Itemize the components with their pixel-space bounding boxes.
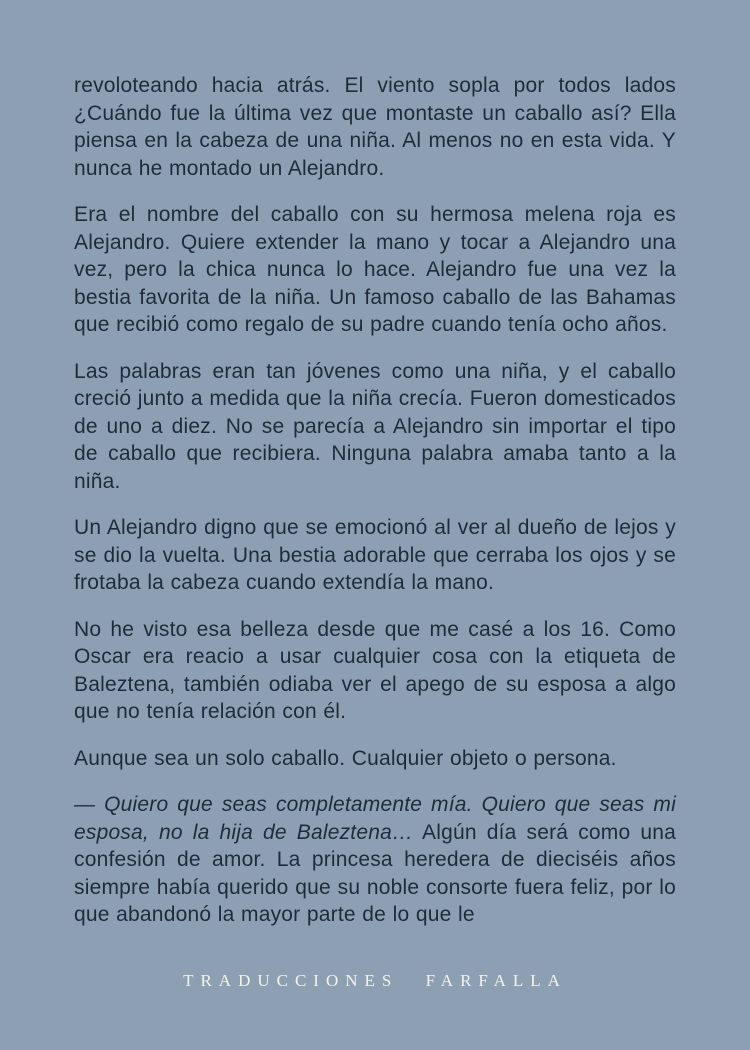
paragraph — [74, 745, 676, 773]
text-run: Aunque sea un solo caballo. Cualquier objeto o persona. — [74, 746, 617, 770]
text-run: Era el nombre del caballo con su hermosa melena roja es Alejandro. Quiere extender la mano y tocar a Alejandro una vez, pero la chica nunca lo hace. Alejandro fue una vez la bestia favorita de la niña. Un famoso caballo de las Bahamas que recibió como regalo de su padre cuando tenía ocho años. — [74, 203, 676, 336]
translator-credit: TRADUCCIONES FARFALLA — [183, 971, 567, 990]
text-run: revoloteando hacia atrás. El viento sopla por todos lados ¿Cuándo fue la última vez que montaste un caballo así? Ella piensa en la cabeza de una niña. Al menos no en esta vida. Y nunca he montado un Alejandro. — [74, 74, 676, 180]
paragraph — [74, 72, 676, 182]
text-run: No he visto esa belleza desde que me casé a los 16. Como Oscar era reacio a usar cualquier cosa con la etiqueta de Baleztena, también odiaba ver el apego de su esposa a algo que no tenía relación con él. — [74, 617, 676, 723]
paragraph — [74, 616, 676, 726]
paragraph — [74, 514, 676, 597]
text-run: Algún día será como una confesión de amor. La princesa heredera de dieciséis años siempre había querido que su noble consorte fuera feliz, por lo que abandonó la mayor parte de lo que le — [74, 820, 676, 926]
text-body — [74, 72, 676, 948]
paragraph — [74, 201, 676, 339]
paragraph — [74, 358, 676, 496]
text-run: Las palabras eran tan jóvenes como una niña, y el caballo creció junto a medida que la niña crecía. Fueron domesticados de uno a diez. No se parecía a Alejandro sin importar el tipo de caballo que recibiera. Ninguna palabra amaba tanto a la niña. — [74, 359, 676, 493]
paragraph — [74, 791, 676, 929]
italic-text-run: — Quiero que seas completamente mía. Quiero que seas mi esposa, no la hija de Baleztena… — [74, 793, 676, 844]
text-run: Un Alejandro digno que se emocionó al ver al dueño de lejos y se dio la vuelta. Una bestia adorable que cerraba los ojos y se frotaba la cabeza cuando extendía la mano. — [74, 516, 676, 594]
